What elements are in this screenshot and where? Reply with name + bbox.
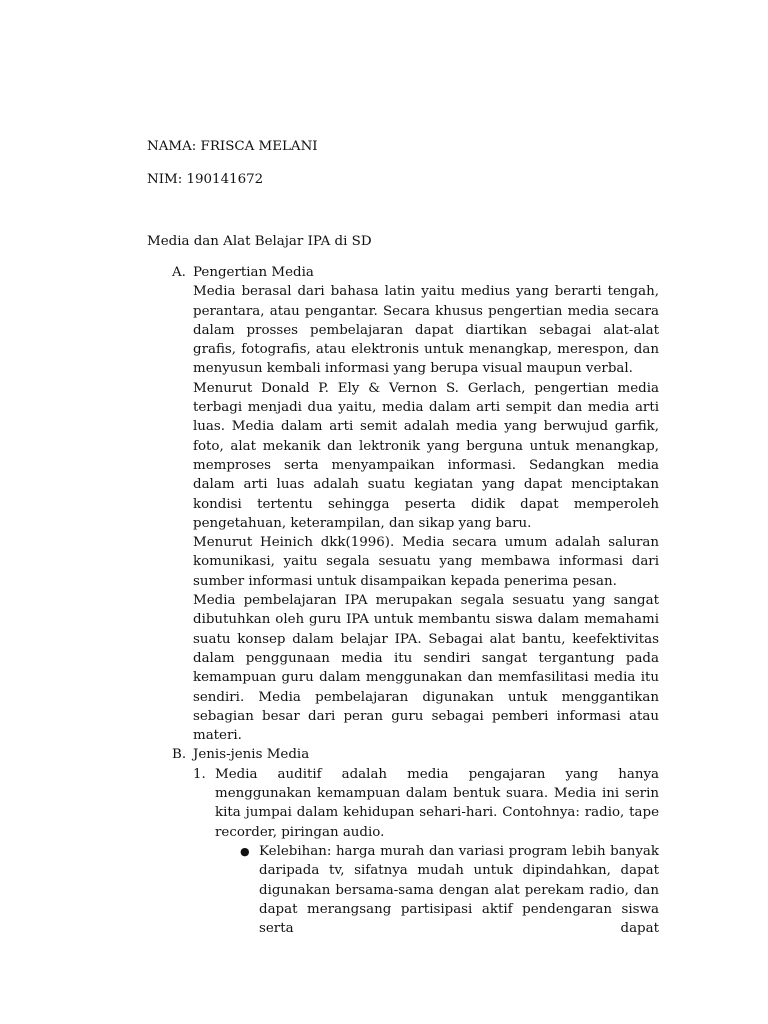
section-a-paragraph-1: Media berasal dari bahasa latin yaitu medius yang berarti tengah, perantara, atau pengantar. Secara khusus pengertian media secara dalam prosses pembelajaran dapat diartikan sebagai alat-alat grafis, fotografis, atau elektronis untuk menangkap, merespon, dan menyusun kembali informasi yang berupa visual maupun verbal. (193, 284, 659, 377)
student-name: NAMA: FRISCA MELANI (147, 139, 318, 154)
section-a-paragraph-2: Menurut Donald P. Ely & Vernon S. Gerlach, pengertian media terbagi menjadi dua yaitu, media dalam arti sempit dan media arti luas. Media dalam arti semit adalah media yang berwujud garfik, foto, alat mekanik dan lektronik yang berguna untuk menangkap, memproses serta menyampaikan informasi. Sedangkan media dalam arti luas adalah suatu kegiatan yang dapat menciptakan kondisi tertentu sehingga peserta didik dapat memperoleh pengetahuan, keterampilan, dan sikap yang baru. (193, 380, 659, 531)
numbered-item-text: Media auditif adalah media pengajaran yang hanya menggunakan kemampuan dalam bentuk suara. Media ini serin kita jumpai dalam kehidupan sehari-hari. Contohnya: radio, tape recorder, piringan audio. (215, 766, 659, 840)
bullet-item-kelebihan (215, 842, 659, 938)
bullet-icon: ● (240, 844, 250, 858)
section-a-title: Pengertian Media (193, 265, 314, 280)
section-a-paragraph-4: Media pembelajaran IPA merupakan segala sesuatu yang sangat dibutuhkan oleh guru IPA untuk membantu siswa dalam memahami suatu konsep dalam belajar IPA. Sebagai alat bantu, keefektivitas dalam penggunaan media itu sendiri sangat tergantung pada kemampuan guru dalam menggunakan dan memfasilitasi media itu sendiri. Media pembelajaran digunakan untuk menggantikan sebagian besar dari peran guru sebagai pemberi informasi atau materi. (193, 593, 659, 744)
section-b-title: Jenis-jenis Media (193, 747, 310, 763)
document-body (147, 263, 659, 938)
document-title: Media dan Alat Belajar IPA di SD (147, 234, 372, 249)
section-b (147, 745, 659, 938)
numbered-item-1 (193, 765, 659, 939)
section-a-paragraph-3: Menurut Heinich dkk(1996). Media secara umum adalah saluran komunikasi, yaitu segala sesuatu yang membawa informasi dari sumber informasi untuk disampaikan kepada penerima pesan. (193, 535, 659, 589)
student-nim: NIM: 190141672 (147, 172, 264, 187)
bullet-item-text: Kelebihan: harga murah dan variasi program lebih banyak daripada tv, sifatnya mudah untuk dipindahkan, dapat digunakan bersama-sama dengan alat perekam radio, dan dapat merangsang partisipasi aktif pendengaran siswa serta dapat (259, 843, 659, 937)
section-b-marker: B. (172, 747, 187, 763)
section-a-marker: A. (172, 265, 186, 280)
numbered-item-marker: 1. (193, 766, 206, 782)
section-a (147, 263, 659, 745)
